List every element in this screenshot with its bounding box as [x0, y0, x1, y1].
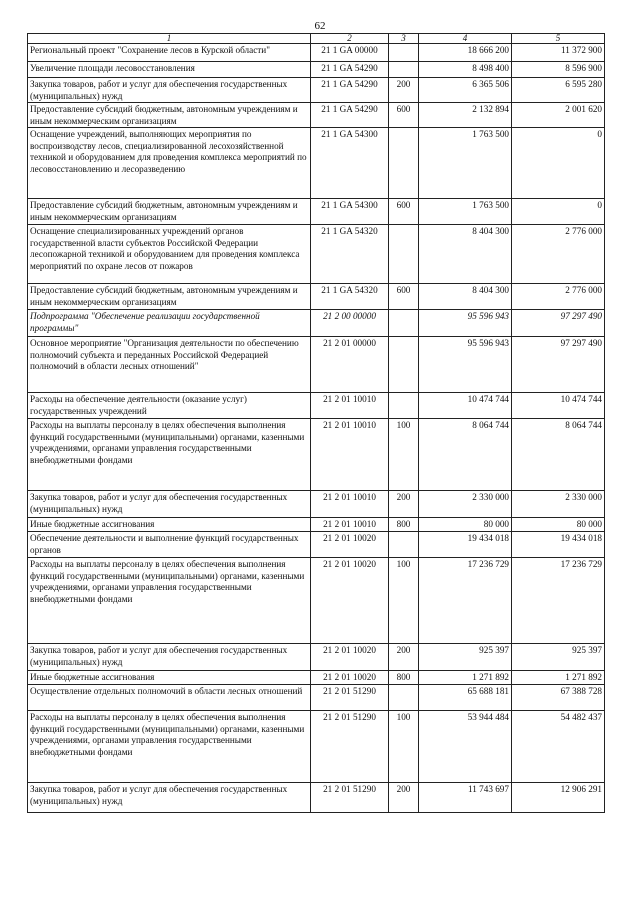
target-code: 21 2 01 10010 [311, 393, 389, 419]
column-number: 4 [419, 34, 512, 44]
item-name: Предоставление субсидий бюджетным, автономным учреждениям и иным некоммерческим организациям [28, 103, 311, 128]
item-name: Предоставление субсидий бюджетным, автономным учреждениям и иным некоммерческим организациям [28, 284, 311, 310]
amount-year-2: 2 776 000 [512, 225, 605, 284]
amount-year-2: 12 906 291 [512, 783, 605, 813]
item-name: Подпрограмма "Обеспечение реализации государственной программы" [28, 310, 311, 337]
table-row [28, 558, 605, 644]
item-name: Закупка товаров, работ и услуг для обеспечения государственных (муниципальных) нужд [28, 78, 311, 103]
item-name: Расходы на обеспечение деятельности (оказание услуг) государственных учреждений [28, 393, 311, 419]
amount-year-2: 8 596 900 [512, 62, 605, 78]
table-row [28, 644, 605, 671]
expense-type: 100 [389, 711, 419, 783]
target-code: 21 2 01 10020 [311, 558, 389, 644]
page-number: 62 [314, 20, 326, 32]
amount-year-2: 8 064 744 [512, 419, 605, 491]
table-row [28, 337, 605, 393]
amount-year-1: 95 596 943 [419, 310, 512, 337]
amount-year-2: 0 [512, 128, 605, 199]
column-number-row [28, 34, 605, 44]
target-code: 21 2 00 00000 [311, 310, 389, 337]
target-code: 21 1 GA 54320 [311, 225, 389, 284]
expense-type [389, 62, 419, 78]
item-name: Расходы на выплаты персоналу в целях обеспечения выполнения функций государственными (муниципальными) органами, казенными учреждениями, органами управления государственными внебюджетными фондами [28, 419, 311, 491]
expense-type: 100 [389, 558, 419, 644]
amount-year-1: 10 474 744 [419, 393, 512, 419]
amount-year-1: 2 330 000 [419, 491, 512, 518]
budget-table [27, 33, 605, 813]
target-code: 21 1 GA 54290 [311, 103, 389, 128]
column-number: 1 [28, 34, 311, 44]
amount-year-1: 1 763 500 [419, 128, 512, 199]
table-row [28, 685, 605, 711]
amount-year-2: 2 776 000 [512, 284, 605, 310]
amount-year-1: 8 498 400 [419, 62, 512, 78]
table-row [28, 284, 605, 310]
item-name: Предоставление субсидий бюджетным, автономным учреждениям и иным некоммерческим организациям [28, 199, 311, 225]
amount-year-2: 2 001 620 [512, 103, 605, 128]
amount-year-2: 19 434 018 [512, 532, 605, 558]
table-row [28, 225, 605, 284]
expense-type [389, 225, 419, 284]
item-name: Закупка товаров, работ и услуг для обеспечения государственных (муниципальных) нужд [28, 644, 311, 671]
amount-year-2: 0 [512, 199, 605, 225]
item-name: Осуществление отдельных полномочий в области лесных отношений [28, 685, 311, 711]
table-row [28, 103, 605, 128]
table-row [28, 199, 605, 225]
amount-year-1: 8 404 300 [419, 225, 512, 284]
column-number: 5 [512, 34, 605, 44]
item-name: Закупка товаров, работ и услуг для обеспечения государственных (муниципальных) нужд [28, 491, 311, 518]
expense-type [389, 310, 419, 337]
amount-year-1: 11 743 697 [419, 783, 512, 813]
expense-type: 200 [389, 644, 419, 671]
target-code: 21 2 01 10020 [311, 532, 389, 558]
target-code: 21 2 01 51290 [311, 783, 389, 813]
table-row [28, 393, 605, 419]
amount-year-1: 1 763 500 [419, 199, 512, 225]
amount-year-1: 6 365 506 [419, 78, 512, 103]
expense-type: 600 [389, 199, 419, 225]
table-row [28, 491, 605, 518]
item-name: Основное мероприятие "Организация деятельности по обеспечению полномочий субъекта и переданных Российской Федерацией полномочий в области лесных отношений" [28, 337, 311, 393]
amount-year-2: 925 397 [512, 644, 605, 671]
amount-year-2: 1 271 892 [512, 671, 605, 685]
table-row [28, 44, 605, 62]
item-name: Оснащение специализированных учреждений органов государственной власти субъектов Российской Федерации лесопожарной техникой и оборудованием для проведения комплекса мероприятий по охране лесов от пожаров [28, 225, 311, 284]
target-code: 21 2 01 00000 [311, 337, 389, 393]
target-code: 21 2 01 51290 [311, 711, 389, 783]
item-name: Иные бюджетные ассигнования [28, 518, 311, 532]
expense-type [389, 44, 419, 62]
column-number: 3 [389, 34, 419, 44]
expense-type [389, 685, 419, 711]
amount-year-1: 95 596 943 [419, 337, 512, 393]
item-name: Расходы на выплаты персоналу в целях обеспечения выполнения функций государственными (муниципальными) органами, казенными учреждениями, органами управления государственными внебюджетными фондами [28, 558, 311, 644]
amount-year-1: 8 404 300 [419, 284, 512, 310]
target-code: 21 2 01 51290 [311, 685, 389, 711]
expense-type [389, 393, 419, 419]
target-code: 21 1 GA 54300 [311, 199, 389, 225]
table-row [28, 128, 605, 199]
amount-year-1: 18 666 200 [419, 44, 512, 62]
item-name: Закупка товаров, работ и услуг для обеспечения государственных (муниципальных) нужд [28, 783, 311, 813]
target-code: 21 1 GA 54300 [311, 128, 389, 199]
item-name: Оснащение учреждений, выполняющих мероприятия по воспроизводству лесов, специализированной лесохозяйственной техникой и оборудованием для проведения комплекса мероприятий по лесовосстановлению и лесоразведению [28, 128, 311, 199]
target-code: 21 2 01 10010 [311, 419, 389, 491]
target-code: 21 2 01 10010 [311, 491, 389, 518]
target-code: 21 1 GA 54290 [311, 62, 389, 78]
target-code: 21 2 01 10010 [311, 518, 389, 532]
item-name: Обеспечение деятельности и выполнение функций государственных органов [28, 532, 311, 558]
expense-type: 200 [389, 491, 419, 518]
table-row [28, 419, 605, 491]
target-code: 21 1 GA 54290 [311, 78, 389, 103]
amount-year-2: 17 236 729 [512, 558, 605, 644]
column-number: 2 [311, 34, 389, 44]
item-name: Иные бюджетные ассигнования [28, 671, 311, 685]
item-name: Расходы на выплаты персоналу в целях обеспечения выполнения функций государственными (муниципальными) органами, казенными учреждениями, органами управления государственными внебюджетными фондами [28, 711, 311, 783]
amount-year-2: 6 595 280 [512, 78, 605, 103]
expense-type: 800 [389, 671, 419, 685]
table-row [28, 671, 605, 685]
amount-year-1: 1 271 892 [419, 671, 512, 685]
table-row [28, 310, 605, 337]
expense-type [389, 128, 419, 199]
amount-year-2: 97 297 490 [512, 337, 605, 393]
table-row [28, 518, 605, 532]
amount-year-2: 54 482 437 [512, 711, 605, 783]
amount-year-2: 67 388 728 [512, 685, 605, 711]
target-code: 21 1 GA 54320 [311, 284, 389, 310]
amount-year-1: 53 944 484 [419, 711, 512, 783]
table-row [28, 783, 605, 813]
target-code: 21 2 01 10020 [311, 644, 389, 671]
item-name: Региональный проект "Сохранение лесов в Курской области" [28, 44, 311, 62]
amount-year-1: 925 397 [419, 644, 512, 671]
table-row [28, 532, 605, 558]
table-row [28, 62, 605, 78]
expense-type [389, 532, 419, 558]
expense-type: 200 [389, 783, 419, 813]
amount-year-2: 11 372 900 [512, 44, 605, 62]
item-name: Увеличение площади лесовосстановления [28, 62, 311, 78]
amount-year-1: 65 688 181 [419, 685, 512, 711]
amount-year-2: 2 330 000 [512, 491, 605, 518]
target-code: 21 1 GA 00000 [311, 44, 389, 62]
expense-type: 100 [389, 419, 419, 491]
expense-type: 600 [389, 103, 419, 128]
amount-year-2: 10 474 744 [512, 393, 605, 419]
amount-year-1: 8 064 744 [419, 419, 512, 491]
target-code: 21 2 01 10020 [311, 671, 389, 685]
amount-year-1: 17 236 729 [419, 558, 512, 644]
expense-type [389, 337, 419, 393]
amount-year-1: 19 434 018 [419, 532, 512, 558]
table-row [28, 711, 605, 783]
amount-year-1: 80 000 [419, 518, 512, 532]
amount-year-2: 97 297 490 [512, 310, 605, 337]
amount-year-2: 80 000 [512, 518, 605, 532]
amount-year-1: 2 132 894 [419, 103, 512, 128]
expense-type: 800 [389, 518, 419, 532]
table-row [28, 78, 605, 103]
expense-type: 200 [389, 78, 419, 103]
expense-type: 600 [389, 284, 419, 310]
